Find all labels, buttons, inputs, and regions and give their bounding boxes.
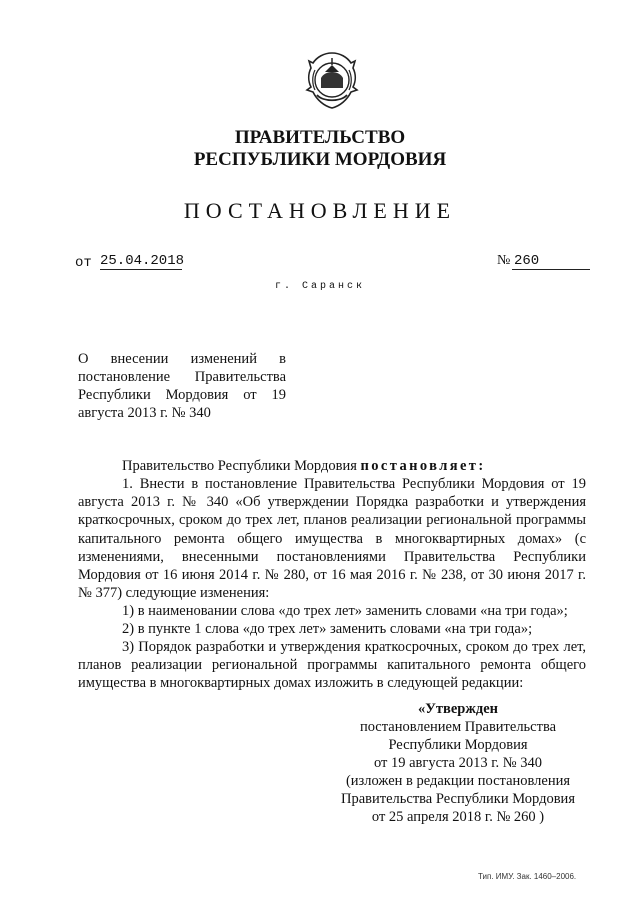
- government-title-line2: РЕСПУБЛИКИ МОРДОВИЯ: [193, 149, 447, 170]
- approval-line-1: постановлением Правительства: [359, 719, 557, 735]
- date-prefix: от: [75, 255, 92, 271]
- approval-line-2: Республики Мордовия: [388, 737, 528, 753]
- intro-resolves: постановляет:: [360, 458, 486, 474]
- approval-line-4: (изложен в редакции постановления: [345, 773, 571, 789]
- document-number: 260: [512, 253, 590, 270]
- list-item-2: 2) в пункте 1 слова «до трех лет» заменить словами «на три года»;: [122, 621, 533, 637]
- intro-text: Правительство Республики Мордовия: [122, 458, 357, 474]
- city-name: г. Саранск: [274, 281, 365, 292]
- printer-mark: Тип. ИМУ. Зак. 1460–2006.: [478, 872, 577, 881]
- approval-line-5: Правительства Республики Мордовия: [341, 791, 575, 807]
- intro-paragraph: [78, 457, 586, 475]
- government-title-line1: ПРАВИТЕЛЬСТВО: [234, 127, 406, 148]
- list-item-3: 3) Порядок разработки и утверждения краткосрочных, сроком до трех лет, планов реализации региональной программы капитального ремонта общего имущества в многоквартирных домах изложить в следующей редакции:: [78, 639, 586, 692]
- approval-line-3: от 19 августа 2013 г. № 340: [373, 755, 543, 771]
- paragraph-1: 1. Внести в постановление Правительства Республики Мордовия от 19 августа 2013 г. № 340 «Об утверждении Порядка разработки и утверждения краткосрочных, сроком до трех лет, планов реализации региональной программы капитального ремонта общего имущества в многоквартирных домах» (с изменениями, внесенными постановлениями Правительства Республики Мордовия от 16 июня 2014 г. № 280, от 16 мая 2016 г. № 238, от 30 июня 2017 г. № 377) следующие изменения:: [78, 476, 586, 602]
- approval-block: [330, 700, 586, 826]
- list-item-1: 1) в наименовании слова «до трех лет» заменить словами «на три года»;: [122, 603, 568, 619]
- number-prefix: №: [497, 253, 511, 268]
- document-date: 25.04.2018: [100, 253, 185, 269]
- approval-line-6: от 25 апреля 2018 г. № 260 ): [371, 809, 545, 825]
- document-subject: О внесении изменений в постановление Правительства Республики Мордовия от 19 августа 2013 г. № 340: [78, 351, 286, 421]
- coat-of-arms-emblem: [303, 50, 361, 112]
- approval-head: «Утвержден: [418, 701, 498, 717]
- document-type-title: ПОСТАНОВЛЕНИЕ: [183, 198, 457, 223]
